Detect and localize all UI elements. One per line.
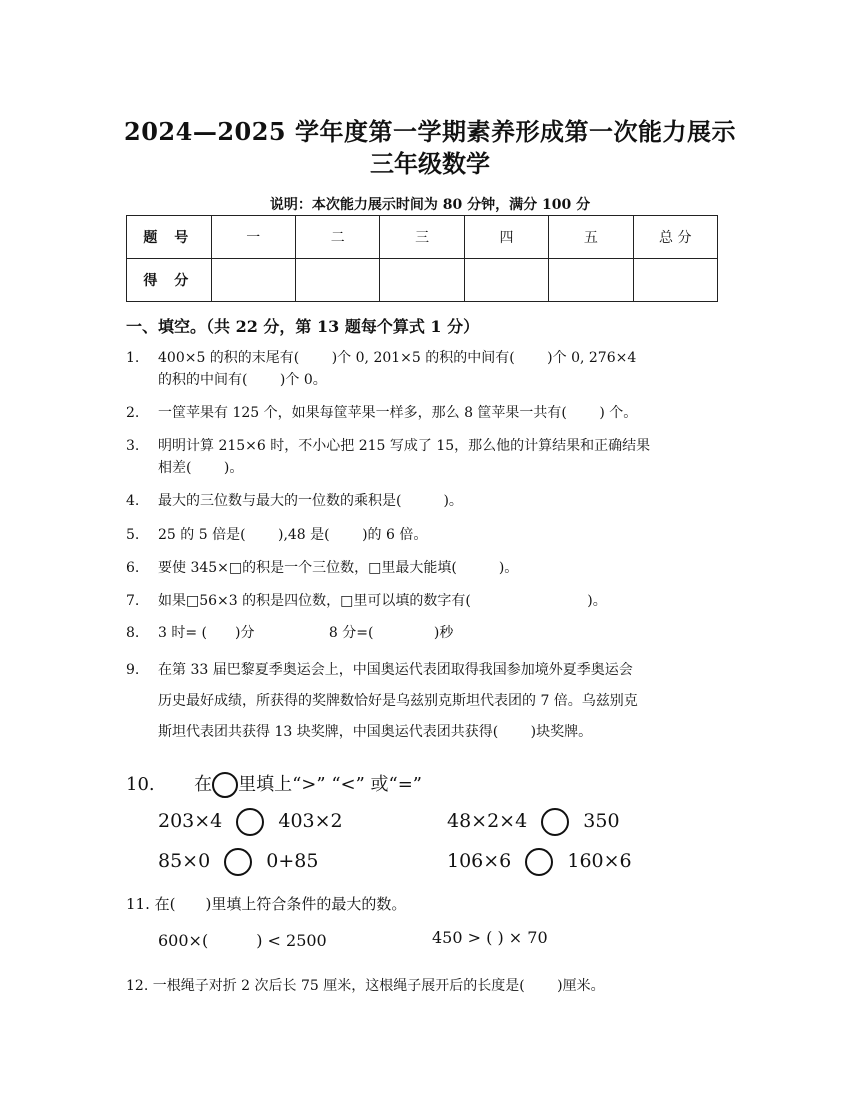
question-number: 9. <box>126 662 140 678</box>
compare-item <box>447 848 632 876</box>
compare-circle[interactable] <box>236 808 264 836</box>
question-line: 要使 345×□的积是一个三位数，□里最大能填( )。 <box>158 560 519 576</box>
compare-circle[interactable] <box>224 848 252 876</box>
question-11: 11. 在( )里填上符合条件的最大的数。 <box>126 895 407 913</box>
score-header-cell: 一 <box>211 216 295 259</box>
expr-right: 0+85 <box>266 850 319 872</box>
score-blank-cell[interactable] <box>211 259 295 302</box>
question-number: 8. <box>126 625 140 641</box>
expr-right: 350 <box>583 810 620 832</box>
question-12: 12. 一根绳子对折 2 次后长 75 厘米，这根绳子展开后的长度是( )厘米。 <box>126 978 605 994</box>
question-text <box>158 347 738 391</box>
score-header-cell: 三 <box>380 216 464 259</box>
question-line: 最大的三位数与最大的一位数的乘积是( )。 <box>158 493 463 509</box>
score-header-cell: 总 分 <box>633 216 717 259</box>
score-header-cell: 五 <box>549 216 633 259</box>
question-line: 3 时= ( )分 8 分=( )秒 <box>158 625 454 641</box>
question-text-post: 里填上“>” “<” 或“=” <box>238 774 423 795</box>
question-line: 25 的 5 倍是( ),48 是( )的 6 倍。 <box>158 527 428 543</box>
question-number: 7. <box>126 593 140 609</box>
exam-subtitle: 三年级数学 <box>370 149 490 178</box>
question-11-left: 600×( ) < 2500 <box>158 931 327 950</box>
score-header-row <box>127 216 718 259</box>
expr-right: 160×6 <box>567 850 632 872</box>
question-number: 3. <box>126 438 140 454</box>
question-text <box>158 557 738 579</box>
question-number: 10. <box>126 774 155 795</box>
circle-icon <box>212 772 238 798</box>
compare-item <box>158 808 343 836</box>
question-text <box>158 435 738 479</box>
question-line: 的积的中间有( )个 0。 <box>158 372 327 388</box>
question-line: 历史最好成绩，所获得的奖牌数恰好是乌兹别克斯坦代表团的 7 倍。乌兹别克 <box>158 693 638 709</box>
question-text <box>158 622 738 644</box>
question-line: 如果□56×3 的积是四位数，□里可以填的数字有( )。 <box>158 593 607 609</box>
score-blank-cell[interactable] <box>464 259 548 302</box>
question-number: 4. <box>126 493 140 509</box>
score-table <box>126 215 718 302</box>
question-line: 明明计算 215×6 时，不小心把 215 写成了 15，那么他的计算结果和正确结果 <box>158 438 651 454</box>
exam-note: 说明：本次能力展示时间为 80 分钟，满分 100 分 <box>269 197 591 213</box>
expr-right: 403×2 <box>278 810 343 832</box>
question-text <box>158 524 738 546</box>
question-number: 2. <box>126 405 140 421</box>
score-blank-cell[interactable] <box>633 259 717 302</box>
question-number: 6. <box>126 560 140 576</box>
expr-left: 106×6 <box>447 850 512 872</box>
score-blank-cell[interactable] <box>380 259 464 302</box>
score-blank-cell[interactable] <box>549 259 633 302</box>
section-heading: 一、填空。（共 22 分，第 13 题每个算式 1 分） <box>126 317 480 336</box>
question-number: 5. <box>126 527 140 543</box>
expr-left: 85×0 <box>158 850 211 872</box>
question-line: 斯坦代表团共获得 13 块奖牌，中国奥运代表团共获得( )块奖牌。 <box>158 724 593 740</box>
exam-title: 2024—2025 学年度第一学期素养形成第一次能力展示 <box>124 117 736 146</box>
question-line: 在第 33 届巴黎夏季奥运会上，中国奥运代表团取得我国参加境外夏季奥运会 <box>158 662 633 678</box>
score-header-cell: 题 号 <box>127 216 212 259</box>
question-text-pre: 在 <box>194 774 213 795</box>
question-line: 相差( )。 <box>158 460 244 476</box>
score-header-cell: 二 <box>296 216 380 259</box>
score-blank-cell[interactable] <box>296 259 380 302</box>
question-text <box>158 590 738 612</box>
score-label-cell: 得 分 <box>127 259 212 302</box>
question-text <box>158 402 738 424</box>
score-header-cell: 四 <box>464 216 548 259</box>
question-number: 1. <box>126 350 140 366</box>
compare-item <box>158 848 318 876</box>
question-line: 400×5 的积的末尾有( )个 0, 201×5 的积的中间有( )个 0, 276×4 <box>158 350 637 366</box>
compare-circle[interactable] <box>541 808 569 836</box>
question-10 <box>126 770 422 798</box>
expr-left: 203×4 <box>158 810 223 832</box>
score-value-row <box>127 259 718 302</box>
question-text <box>158 490 738 512</box>
question-11-right: 450 > ( ) × 70 <box>432 928 548 947</box>
compare-circle[interactable] <box>525 848 553 876</box>
expr-left: 48×2×4 <box>447 810 528 832</box>
question-line: 一筐苹果有 125 个，如果每筐苹果一样多，那么 8 筐苹果一共有( ) 个。 <box>158 405 638 421</box>
question-text <box>158 655 738 748</box>
compare-item <box>447 808 620 836</box>
